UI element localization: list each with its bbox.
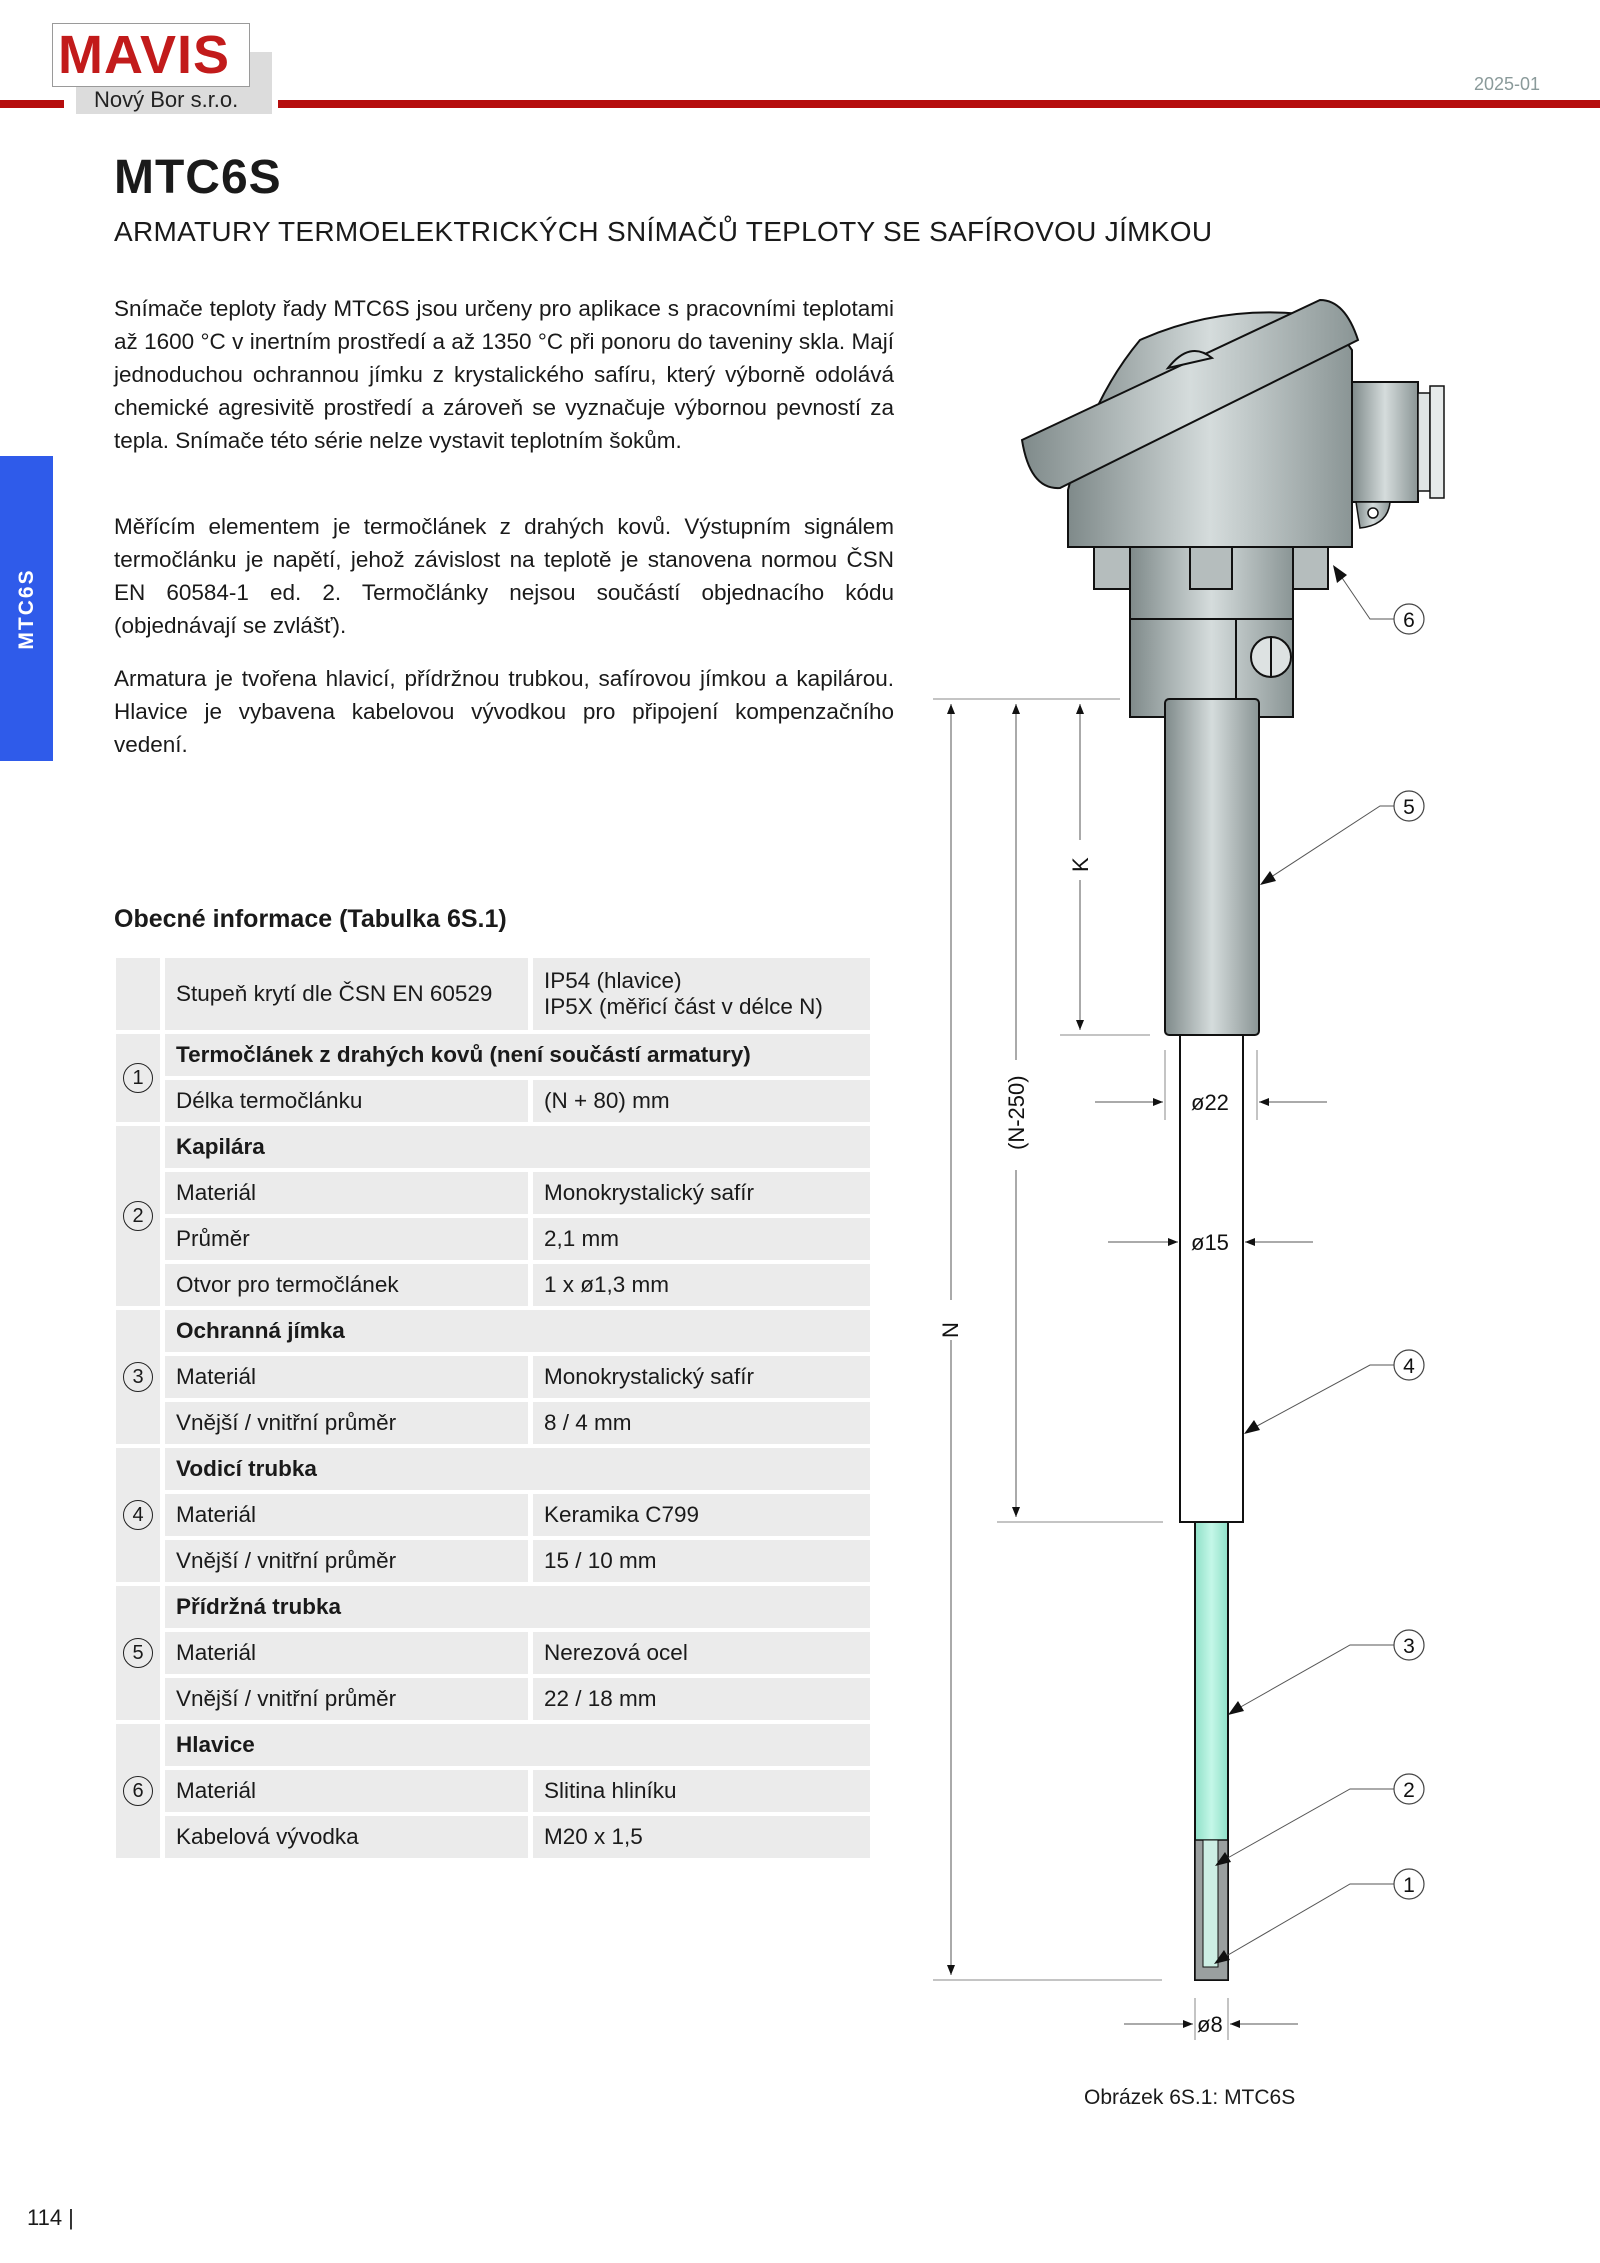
- group-header: Termočlánek z drahých kovů (není součástí armatury): [165, 1034, 870, 1076]
- row-value: (N + 80) mm: [533, 1080, 870, 1122]
- dim-k: K: [1068, 857, 1093, 872]
- row-label: Materiál: [165, 1494, 528, 1536]
- page-number: 114 |: [27, 2205, 74, 2230]
- row-value: Slitina hliníku: [533, 1770, 870, 1812]
- row-label: Otvor pro termočlánek: [165, 1264, 528, 1306]
- row-label: Vnější / vnitřní průměr: [165, 1402, 528, 1444]
- row-value: 15 / 10 mm: [533, 1540, 870, 1582]
- row-value: 8 / 4 mm: [533, 1402, 870, 1444]
- row-value: M20 x 1,5: [533, 1816, 870, 1858]
- row-label: Materiál: [165, 1770, 528, 1812]
- issue-date: 2025-01: [1473, 74, 1540, 94]
- callout-4: 4: [1403, 1355, 1415, 1378]
- element-paragraph: Měřícím elementem je termočlánek z drahých kovů. Výstupním signálem termočlánku je napětí, jehož závislost na teplotě je stanovena normou ČSN EN 60584-1 ed. 2. Termočlánky nejsou součástí objednacího kódu (objednávají se zvlášť).: [114, 514, 894, 638]
- callout-number-icon: 5: [123, 1638, 153, 1668]
- group-header: Hlavice: [165, 1724, 870, 1766]
- group-header: Přídržná trubka: [165, 1586, 870, 1628]
- intro-paragraph: Snímače teploty řady MTC6S jsou určeny pro aplikace s pracovními teplotami až 1600 °C v inertním prostředí a až 1350 °C při ponoru do taveniny skla. Mají jednoduchou ochrannou jímku z krystalického safíru, který výborně odolává chemické agresivitě prostředí a zároveň se vyznačuje výbornou pevností za tepla. Snímače této série nelze vystavit teplotním šokům.: [114, 296, 894, 453]
- row-label: Materiál: [165, 1172, 528, 1214]
- value-line: IP5X (měřicí část v délce N): [544, 994, 823, 1019]
- callout-number-icon: 6: [123, 1776, 153, 1806]
- callout-5: 5: [1403, 796, 1415, 819]
- callout-number-icon: 2: [123, 1201, 153, 1231]
- callout-number-icon: 3: [123, 1362, 153, 1392]
- holding-tube: [1165, 699, 1259, 1035]
- row-label: Vnější / vnitřní průměr: [165, 1678, 528, 1720]
- row-value: Monokrystalický safír: [533, 1172, 870, 1214]
- row-label: Materiál: [165, 1356, 528, 1398]
- table-title: Obecné informace (Tabulka 6S.1): [114, 905, 507, 933]
- row-value: 1 x ø1,3 mm: [533, 1264, 870, 1306]
- dim-n250: (N-250): [1004, 1075, 1029, 1150]
- group-header: Ochranná jímka: [165, 1310, 870, 1352]
- dim-n: N: [938, 1322, 963, 1338]
- row-value: Monokrystalický safír: [533, 1356, 870, 1398]
- row-label: Vnější / vnitřní průměr: [165, 1540, 528, 1582]
- row-value: Nerezová ocel: [533, 1632, 870, 1674]
- page-title: MTC6S: [114, 151, 282, 204]
- callout-1: 1: [1403, 1874, 1415, 1897]
- group-header: Vodicí trubka: [165, 1448, 870, 1490]
- callout-3: 3: [1403, 1635, 1415, 1658]
- head-icon: [1022, 300, 1444, 717]
- dim-d22: ø22: [1191, 1090, 1229, 1115]
- value-line: IP54 (hlavice): [544, 968, 682, 993]
- dim-d15: ø15: [1191, 1230, 1229, 1255]
- side-tab-label: MTC6S: [14, 567, 38, 650]
- dim-d8: ø8: [1197, 2012, 1223, 2037]
- figure-caption: Obrázek 6S.1: MTC6S: [1084, 2086, 1296, 2109]
- row-label: Stupeň krytí dle ČSN EN 60529: [165, 958, 528, 1030]
- page-subtitle: ARMATURY TERMOELEKTRICKÝCH SNÍMAČŮ TEPLOTY SE SAFÍROVOU JÍMKOU: [114, 216, 1213, 247]
- row-label: Průměr: [165, 1218, 528, 1260]
- row-label: Délka termočlánku: [165, 1080, 528, 1122]
- assembly-paragraph: Armatura je tvořena hlavicí, přídržnou trubkou, safírovou jímkou a kapilárou. Hlavice je vybavena kabelovou vývodkou pro připojení kompenzačního vedení.: [114, 666, 894, 757]
- callout-number-icon: 1: [123, 1063, 153, 1093]
- row-label: Kabelová vývodka: [165, 1816, 528, 1858]
- callout-2: 2: [1403, 1779, 1415, 1802]
- row-value: 2,1 mm: [533, 1218, 870, 1260]
- callout-number-icon: 4: [123, 1500, 153, 1530]
- group-header: Kapilára: [165, 1126, 870, 1168]
- row-value: Keramika C799: [533, 1494, 870, 1536]
- row-label: Materiál: [165, 1632, 528, 1674]
- callout-6: 6: [1403, 609, 1415, 632]
- row-value: 22 / 18 mm: [533, 1678, 870, 1720]
- logo-sub: Nový Bor s.r.o.: [94, 87, 239, 112]
- logo-main: MAVIS: [58, 25, 231, 85]
